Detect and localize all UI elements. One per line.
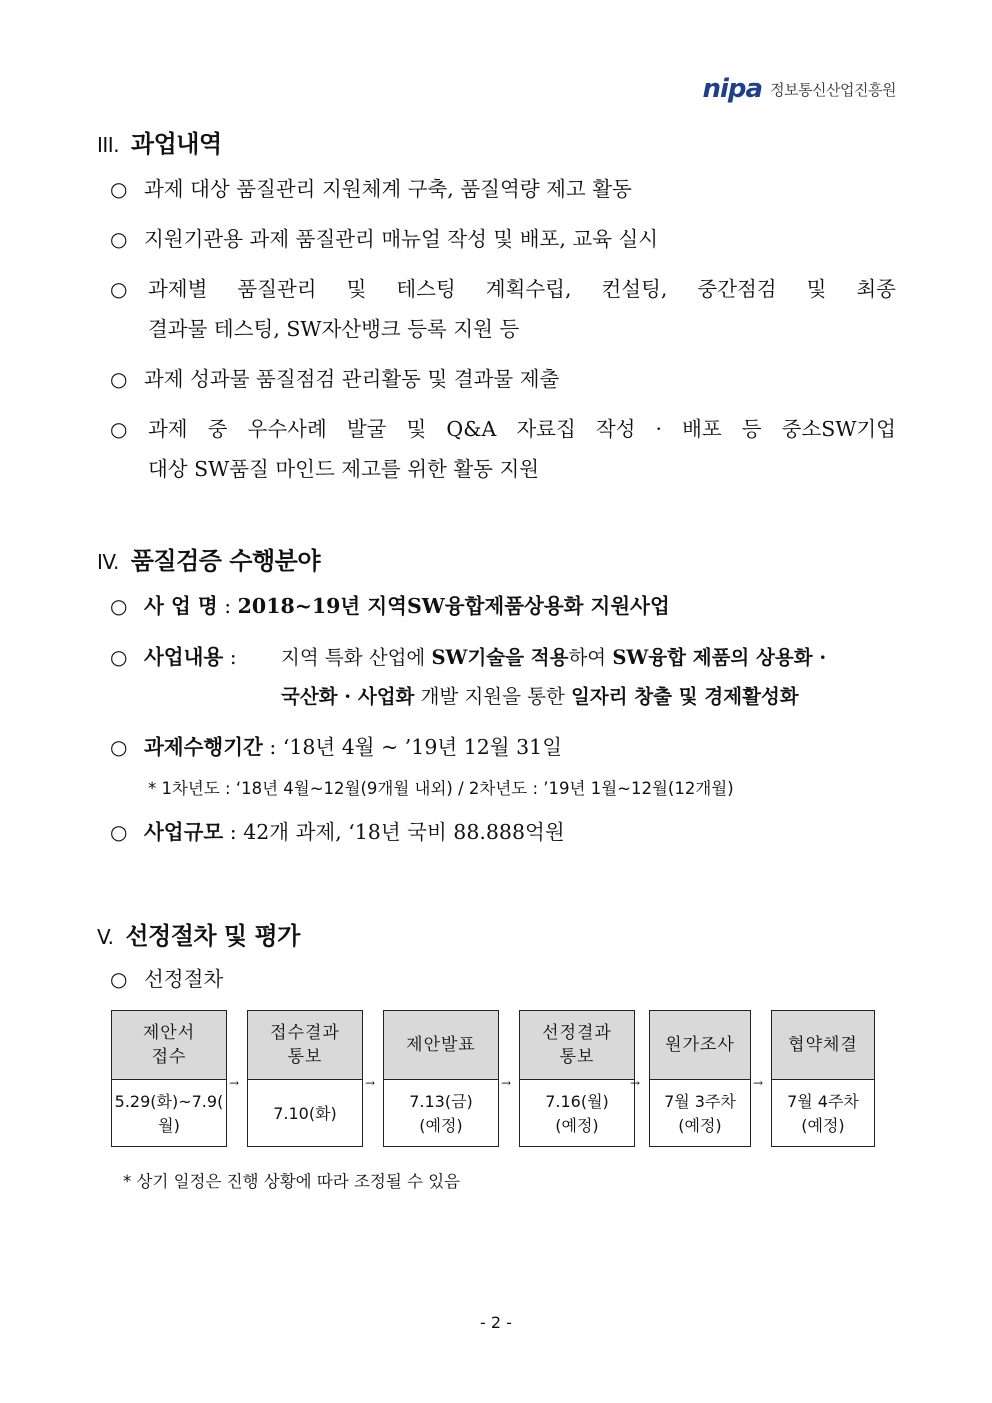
asterisk-icon: * xyxy=(148,779,157,798)
flow-step-presentation xyxy=(383,1010,499,1147)
project-content-line1: 지역 특화 산업에 SW기술을 적용하여 SW융합 제품의 상용화 · xyxy=(281,646,827,669)
section5-title xyxy=(97,916,300,951)
bullet-icon: ○ xyxy=(110,967,128,991)
project-name-value: 2018~19년 지역SW융합제품상용화 지원사업 xyxy=(237,594,670,618)
project-name-row: ○ 사 업 명 : 2018~19년 지역SW융합제품상용화 지원사업 xyxy=(110,587,670,626)
list-item-continuation: 결과물 테스팅, SW자산뱅크 등록 지원 등 xyxy=(148,317,520,341)
schedule-note: * 상기 일정은 진행 상황에 따라 조정될 수 있음 xyxy=(123,1172,461,1191)
flow-step-date: 7.16(월) (예정) xyxy=(545,1091,609,1135)
list-item xyxy=(110,270,144,309)
bullet-icon: ○ xyxy=(110,227,128,251)
project-content-label: 사업내용 xyxy=(144,645,224,669)
section3-heading: 과업내역 xyxy=(130,130,222,158)
asterisk-icon: * xyxy=(123,1172,132,1191)
section3-title xyxy=(97,124,222,159)
arrow-icon: → xyxy=(630,1076,641,1090)
list-item-text: 과제별 품질관리 및 테스팅 계획수립, 컨설팅, 중간점검 및 최종 xyxy=(148,277,896,301)
list-item xyxy=(110,410,144,449)
page-number: - 2 - xyxy=(480,1313,512,1332)
flow-step-date: 5.29(화)~7.9( 월) xyxy=(114,1091,224,1135)
flow-step-title: 선정결과 통보 xyxy=(520,1011,634,1080)
flow-step-date: 7.13(금) (예정) xyxy=(409,1091,473,1135)
project-content-row: ○ 사업내용 : xyxy=(110,638,237,677)
flow-step-title: 제안발표 xyxy=(384,1011,498,1080)
flow-step-cost-review xyxy=(649,1010,751,1147)
flow-step-date: 7월 4주차 (예정) xyxy=(787,1091,859,1135)
section5-heading: 선정절차 및 평가 xyxy=(125,922,300,950)
section4-title xyxy=(97,541,320,576)
section5-number: V. xyxy=(97,925,114,949)
selection-process-label: ○ 선정절차 xyxy=(110,960,223,999)
bullet-icon: ○ xyxy=(110,177,128,201)
scale-value: 42개 과제, ‘18년 국비 88.888억원 xyxy=(243,820,565,844)
list-item-continuation: 대상 SW품질 마인드 제고를 위한 활동 지원 xyxy=(148,457,540,481)
flow-step-proposal-receipt xyxy=(111,1010,227,1147)
scale-label: 사업규모 xyxy=(144,820,224,844)
flow-step-date: 7.10(화) xyxy=(273,1103,337,1123)
section4-heading: 품질검증 수행분야 xyxy=(130,547,321,575)
flow-step-title: 원가조사 xyxy=(650,1011,750,1080)
bullet-icon: ○ xyxy=(110,735,128,759)
section3-number: III. xyxy=(97,133,120,157)
list-item-text: 과제 중 우수사례 발굴 및 Q&A 자료집 작성 · 배포 등 중소SW기업 xyxy=(148,417,896,441)
project-content-line2: 국산화 · 사업화 개발 지원을 통한 일자리 창출 및 경제활성화 xyxy=(281,685,799,708)
bullet-icon: ○ xyxy=(110,820,128,844)
org-name: 정보통신산업진흥원 xyxy=(770,80,896,99)
arrow-icon: → xyxy=(229,1076,240,1090)
flow-step-title: 협약체결 xyxy=(772,1011,874,1080)
period-value: ‘18년 4월 ~ ’19년 12월 31일 xyxy=(282,735,563,759)
flow-step-receipt-notice xyxy=(247,1010,363,1147)
flow-step-title: 제안서 접수 xyxy=(112,1011,226,1080)
bullet-icon: ○ xyxy=(110,594,128,618)
list-item: ○ 지원기관용 과제 품질관리 매뉴얼 작성 및 배포, 교육 실시 xyxy=(110,220,658,259)
nipa-logo xyxy=(703,74,897,104)
logo-mark: nipa xyxy=(702,74,763,104)
scale-row: ○ 사업규모 : 42개 과제, ‘18년 국비 88.888억원 xyxy=(110,813,565,852)
period-note: * 1차년도 : ‘18년 4월~12월(9개월 내외) / 2차년도 : ’19년 1월~12월(12개월) xyxy=(148,779,734,798)
flow-step-date: 7월 3주차 (예정) xyxy=(664,1091,736,1135)
period-row: ○ 과제수행기간 : ‘18년 4월 ~ ’19년 12월 31일 xyxy=(110,728,562,767)
bullet-icon: ○ xyxy=(110,277,128,301)
flow-step-agreement xyxy=(771,1010,875,1147)
flow-step-selection-notice xyxy=(519,1010,635,1147)
bullet-icon: ○ xyxy=(110,367,128,391)
flow-step-title: 접수결과 통보 xyxy=(248,1011,362,1080)
bullet-icon: ○ xyxy=(110,645,128,669)
bullet-icon: ○ xyxy=(110,417,128,441)
arrow-icon: → xyxy=(753,1076,764,1090)
section4-number: IV. xyxy=(97,550,119,574)
period-label: 과제수행기간 xyxy=(144,735,263,759)
list-item: ○ 과제 성과물 품질점검 관리활동 및 결과물 제출 xyxy=(110,360,559,399)
list-item: ○ 과제 대상 품질관리 지원체계 구축, 품질역량 제고 활동 xyxy=(110,170,632,209)
project-name-label: 사 업 명 xyxy=(144,594,218,618)
arrow-icon: → xyxy=(501,1076,512,1090)
arrow-icon: → xyxy=(365,1076,376,1090)
